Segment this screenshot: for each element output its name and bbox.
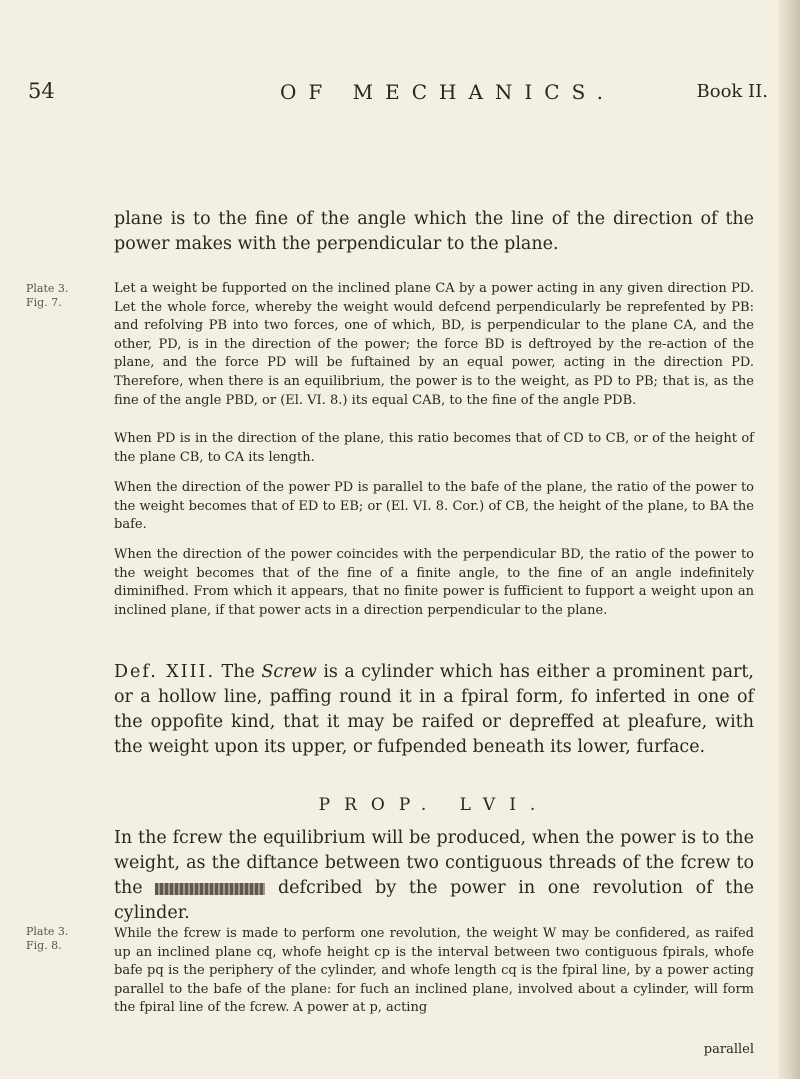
margin-plate: Plate 3.	[26, 925, 69, 938]
paragraph-4: When the direction of the power coincides with the perpendicular BD, the ratio of the power to the weight becomes that of the fine of a finite angle, to the fine of an angle indefinitely diminifhed. From which it appears, that no finite power is fufficient to fupport a weight upon an inclined plane, if that power acts in a direction perpendicular to the plane.	[114, 547, 754, 618]
margin-note-plate-3-fig-8	[26, 925, 78, 953]
proposition-text	[114, 826, 754, 926]
proposition-text-before: In the fcrew the equilibrium will be produced, when the power is to the weight, as the diftance between two contiguous threads of the fcrew to the	[114, 828, 754, 898]
catchword: parallel	[703, 1042, 754, 1057]
running-title: OF MECHANICS.	[280, 80, 615, 104]
page-number: 54	[28, 79, 55, 103]
definition-pre: The	[221, 662, 255, 682]
margin-plate: Plate 3.	[26, 282, 69, 295]
definition-body: is a cylinder which has either a prominent part, or a hollow line, paffing round it in a fpiral form, fo inferted in one of the oppofite kind, that it may be raifed or depreffed at pleafure, with the weight upon its upper, or fufpended beneath its lower, furface.	[114, 662, 754, 757]
book-label: Book II.	[696, 81, 768, 102]
definition	[114, 660, 754, 760]
handwritten-correction-mark	[155, 883, 265, 895]
margin-fig: Fig. 7.	[26, 296, 62, 309]
definition-term: Screw	[261, 662, 317, 682]
page-edge	[778, 0, 800, 1079]
final-paragraph: While the fcrew is made to perform one revolution, the weight W may be confidered, as raifed up an inclined plane cq, whofe height cp is the interval between two contiguous fpirals, whofe bafe pq is the periphery of the cylinder, and whofe length cq is the fpiral line, by a power acting parallel to the bafe of the plane: for fuch an inclined plane, involved about a cylinder, will form the fpiral line of the fcrew. A power at p, acting	[114, 926, 754, 1016]
paragraph-2: When PD is in the direction of the plane, this ratio becomes that of CD to CB, or of the height of the plane CB, to CA its length.	[114, 431, 754, 465]
margin-note-plate-3-fig-7	[26, 282, 78, 310]
proposition-heading: PROP. LVI.	[318, 795, 550, 815]
paragraph-3: When the direction of the power PD is parallel to the bafe of the plane, the ratio of the power to the weight becomes that of ED to EB; or (El. VI. 8. Cor.) of CB, the height of the plane, to BA the bafe.	[114, 480, 754, 533]
intro-paragraph: plane is to the fine of the angle which the line of the direction of the power makes with the perpendicular to the plane.	[114, 209, 754, 254]
paragraph-1: Let a weight be fupported on the inclined plane CA by a power acting in any given direction PD. Let the whole force, whereby the weight would defcend perpendicularly be reprefented by PB: and refolving PB into two forces, one of which, BD, is perpendicular to the plane CA, and the other, PD, is in the direction of the power; the force BD is deftroyed by the re-action of the plane, and the force PD will be fuftained by an equal power, acting in the direction PD. Therefore, when there is an equilibrium, the power is to the weight, as PD to PB; that is, as the fine of the angle PBD, or (El. VI. 8.) its equal CAB, to the fine of the angle PDB.	[114, 281, 754, 408]
definition-label: Def. XIII.	[114, 662, 216, 682]
margin-fig: Fig. 8.	[26, 939, 62, 952]
proposition-text-after: defcribed by the power in one revolution of the cylinder.	[114, 878, 754, 923]
page-header	[28, 79, 778, 109]
